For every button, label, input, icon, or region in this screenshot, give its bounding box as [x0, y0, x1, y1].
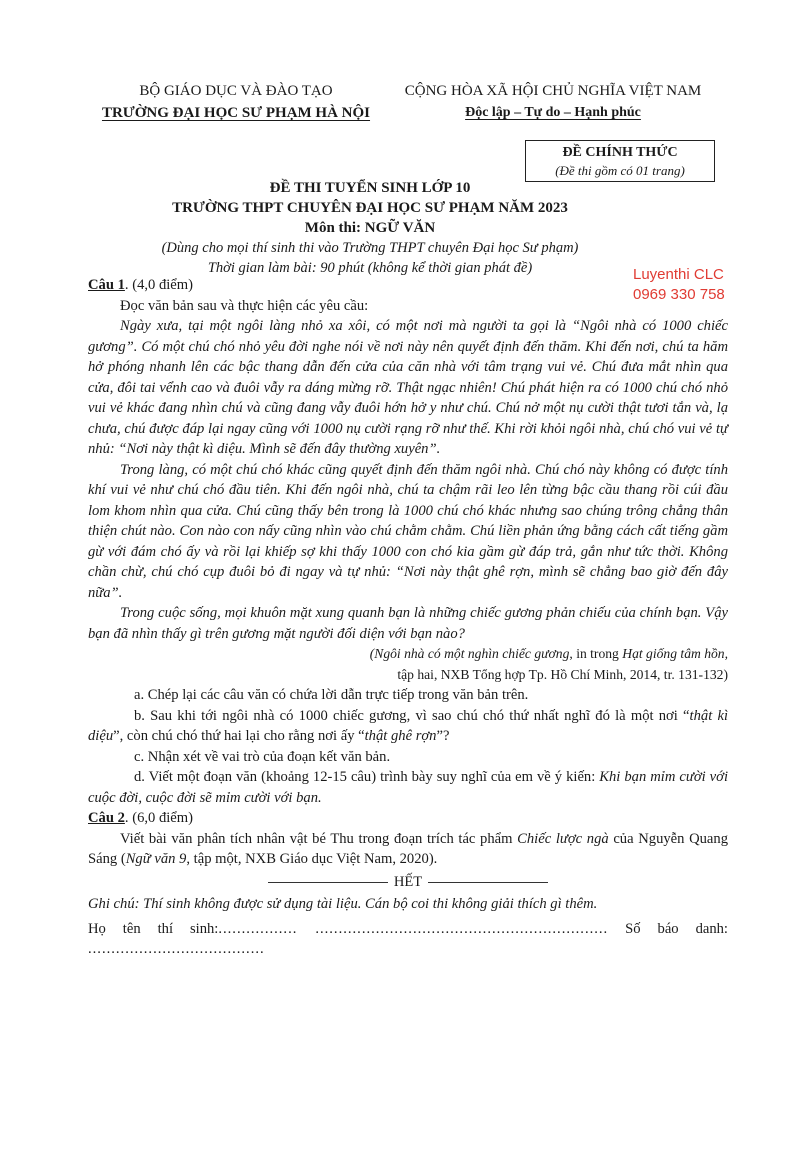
- end-marker: HẾT: [88, 872, 728, 893]
- official-box: [525, 140, 715, 182]
- page-count-note: (Đề thi gồm có 01 trang): [555, 163, 685, 178]
- candidate-info: [88, 919, 728, 960]
- question-1-instruction: Đọc văn bản sau và thực hiện các yêu cầu:: [120, 297, 369, 314]
- passage-paragraph-1: Ngày xưa, tại một ngôi làng nhỏ xa xôi, có một nơi mà người ta gọi là “Ngôi nhà có 1000 chiếc gương”. Có một chú chó nhỏ yêu đời nghe nói về nơi này nên quyết định đến thăm. Khi đến nơi, chú ta hăm hở phóng nhanh lên các bậc thang dẫn đến cửa của căn nhà với tâm trạng vui vẻ. Chú đưa mắt nhìn qua cửa, đôi tai vểnh cao và đuôi vẫy ra dáng mừng rỡ. Thật ngạc nhiên! Chú phát hiện ra có 1000 chú chó nhỏ vui vẻ khác đang nhìn chú và cũng đang vẫy đuôi hớn hở y như chú. Chú nở một nụ cười thật tươi tắn và, lạ chưa, chú được đáp lại ngay cũng với 1000 nụ cười rạng rỡ như thế. Khi rời khỏi ngôi nhà, chú chó vui vẻ tự nhủ: “Nơi này thật kì diệu. Mình sẽ đến đây thường xuyên”.: [88, 318, 728, 457]
- passage-source: (Ngôi nhà có một nghìn chiếc gương, in trong Hạt giống tâm hồn, tập hai, NXB Tổng hợp Tp. Hồ Chí Minh, 2014, tr. 131-132): [369, 646, 728, 682]
- audience-note: (Dùng cho mọi thí sinh thi vào Trường THPT chuyên Đại học Sư phạm): [161, 240, 579, 256]
- question-2-heading: [88, 808, 728, 829]
- question-2-points: . (6,0 điểm): [124, 810, 193, 826]
- question-2-text: Viết bài văn phân tích nhân vật bé Thu trong đoạn trích tác phẩm Chiếc lược ngà của Nguyễn Quang Sáng (Ngữ văn 9, tập một, NXB Giáo dục Việt Nam, 2020).: [88, 830, 728, 867]
- university-name: TRƯỜNG ĐẠI HỌC SƯ PHẠM HÀ NỘI: [101, 105, 371, 121]
- candidate-id-dots: ......................................: [88, 941, 265, 957]
- question-1-label: Câu 1: [88, 277, 125, 293]
- question-1d: d. Viết một đoạn văn (khoảng 12-15 câu) trình bày suy nghĩ của em về ý kiến: Khi bạn mỉm cười với cuộc đời, cuộc đời sẽ mỉm cười với bạn.: [88, 769, 728, 806]
- ministry-header: [96, 80, 376, 124]
- question-1c: c. Nhận xét về vai trò của đoạn kết văn bản.: [134, 748, 391, 765]
- question-1a: a. Chép lại các câu văn có chứa lời dẫn trực tiếp trong văn bản trên.: [134, 687, 529, 703]
- national-motto: Độc lập – Tự do – Hạnh phúc: [465, 105, 641, 120]
- watermark-phone: 0969 330 758: [633, 286, 725, 303]
- passage-paragraph-2: Trong làng, có một chú chó khác cũng quyết định đến thăm ngôi nhà. Chú chó này không có được tính khí vui vẻ như chú chó đầu tiên. Khi đến ngôi nhà, chú ta chậm rãi leo lên từng bậc cầu thang rồi cúi đầu lom khom nhìn qua cửa. Chú cũng thấy bên trong là 1000 chú chó khác nhưng sao chúng trông chẳng thân thiện chút nào. Con nào con nấy cũng nhìn vào chú chằm chằm. Chú liền phản ứng bằng cách cất tiếng gầm gừ với đám chó ấy và rồi lại khiếp sợ khi thấy 1000 con chó kia gầm gừ đáp trả, gắn như tức thời. Không chần chừ, chú chó cụp đuôi bỏ đi ngay và tự nhủ: “Nơi này thật ghê rợn, mình sẽ chẳng bao giờ đến đây nữa”.: [88, 461, 728, 601]
- question-1b: b. Sau khi tới ngôi nhà có 1000 chiếc gương, vì sao chú chó thứ nhất nghĩ đó là một nơi “thật kì diệu”, còn chú chó thứ hai lại cho rằng nơi ấy “thật ghê rợn”?: [88, 707, 729, 744]
- duration-note: Thời gian làm bài: 90 phút (không kể thời gian phát đề): [207, 260, 533, 276]
- country-name: CỘNG HÒA XÃ HỘI CHỦ NGHĨA VIỆT NAM: [404, 83, 702, 99]
- question-2-label: Câu 2: [88, 810, 125, 826]
- candidate-id-label: Số báo danh:: [625, 920, 728, 937]
- exam-body: [88, 275, 728, 960]
- exam-titles: [130, 178, 610, 278]
- question-1-points: . (4,0 điểm): [124, 277, 193, 293]
- candidate-name-dots: ................. ...............................................................: [218, 920, 609, 937]
- end-rule-right: [428, 882, 548, 883]
- question-1-heading: [88, 275, 728, 296]
- school-title: TRƯỜNG THPT CHUYÊN ĐẠI HỌC SƯ PHẠM NĂM 2023: [172, 200, 568, 216]
- footer-note: Ghi chú: Thí sinh không được sử dụng tài liệu. Cán bộ coi thi không giải thích gì thêm.: [88, 896, 598, 912]
- ministry-name: BỘ GIÁO DỤC VÀ ĐÀO TẠO: [139, 83, 333, 99]
- watermark-brand: Luyenthi CLC: [633, 266, 724, 283]
- candidate-name-label: Họ tên thí sinh:: [88, 920, 219, 937]
- exam-title: ĐỀ THI TUYỂN SINH LỚP 10: [269, 180, 471, 196]
- passage-paragraph-3: Trong cuộc sống, mọi khuôn mặt xung quanh bạn là những chiếc gương phản chiếu của chính bạn. Vậy bạn đã nhìn thấy gì trên gương mặt người đối diện với bạn nào?: [88, 605, 728, 642]
- subject-title: Môn thi: NGỮ VĂN: [304, 220, 436, 236]
- end-rule-left: [268, 882, 388, 883]
- national-header: [388, 80, 718, 124]
- official-label: ĐỀ CHÍNH THỨC: [562, 145, 678, 160]
